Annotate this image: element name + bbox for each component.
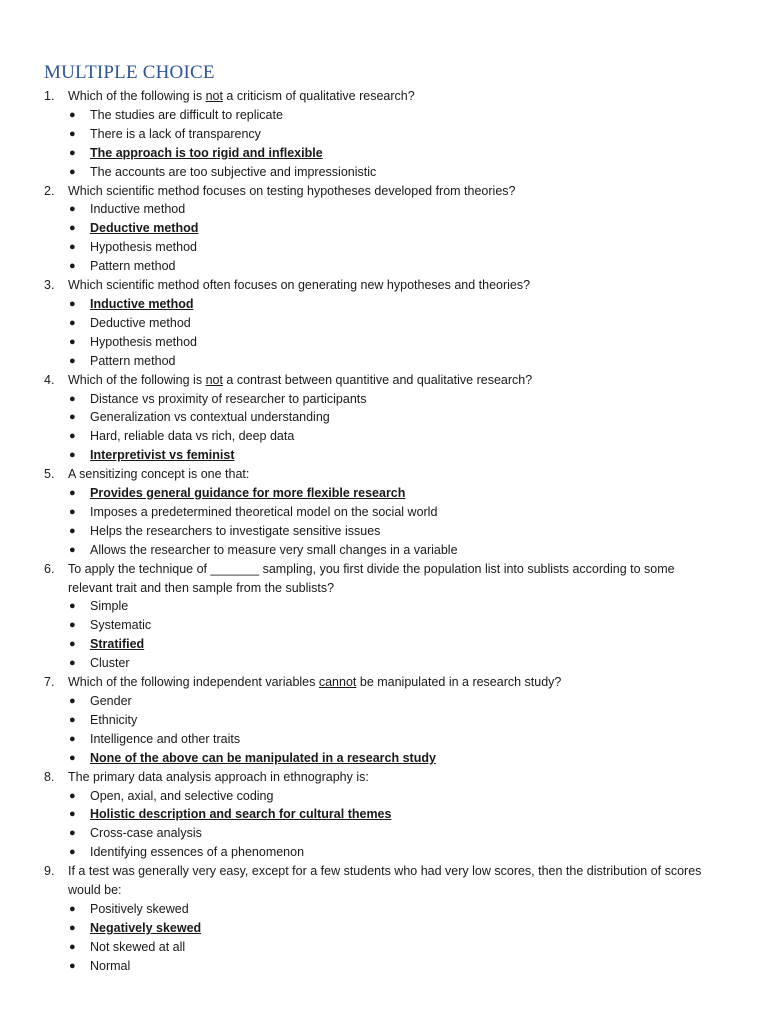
option-label: Inductive method (90, 202, 186, 217)
bullet-icon: ● (69, 657, 76, 670)
option-label: Helps the researchers to investigate sensitive issues (90, 523, 381, 538)
bullet-icon: ● (69, 638, 76, 651)
option-label: Identifying essences of a phenomenon (90, 845, 305, 860)
option-label: Ethnicity (90, 712, 138, 727)
question-4 (0, 371, 768, 466)
answer-option (0, 824, 768, 843)
question-text-segment: Which of the following is (68, 372, 206, 387)
bullet-icon: ● (69, 146, 76, 159)
answer-option (0, 843, 768, 862)
bullet-icon: ● (69, 392, 76, 405)
option-label: Provides general guidance for more flexible research (90, 486, 406, 501)
question-text-segment: Which of the following is (68, 89, 206, 103)
option-label: Intelligence and other traits (90, 731, 241, 746)
answer-option-correct (0, 749, 768, 768)
answer-option (0, 314, 768, 333)
answer-option-correct (0, 446, 768, 465)
question-5 (0, 465, 768, 560)
bullet-icon: ● (69, 619, 76, 632)
option-label: Deductive method (90, 221, 199, 236)
question-text (0, 87, 768, 106)
question-number: 1. (44, 89, 55, 103)
question-text-segment: Which of the following independent variables (68, 675, 319, 690)
question-text-segment: Which scientific method focuses on testing hypotheses developed from theories? (68, 183, 516, 198)
option-label: The studies are difficult to replicate (90, 107, 283, 122)
bullet-icon: ● (69, 505, 76, 518)
answer-option (0, 787, 768, 806)
question-text (0, 862, 768, 900)
option-label: Pattern method (90, 353, 176, 368)
bullet-icon: ● (69, 108, 76, 121)
bullet-icon: ● (69, 751, 76, 764)
answer-option-correct (0, 805, 768, 824)
option-label: Normal (90, 958, 131, 973)
option-label: Imposes a predetermined theoretical model on the social world (90, 504, 438, 519)
option-label: None of the above can be manipulated in a research study (90, 750, 436, 765)
bullet-icon: ● (69, 713, 76, 726)
bullet-icon: ● (69, 316, 76, 329)
option-label: Stratified (90, 637, 145, 652)
question-text (0, 768, 768, 787)
bullet-icon: ● (69, 789, 76, 802)
question-number: 2. (44, 183, 55, 198)
option-label: Generalization vs contextual understanding (90, 410, 330, 425)
answer-option (0, 352, 768, 371)
option-label: Inductive method (90, 296, 194, 311)
answer-option (0, 692, 768, 711)
bullet-icon: ● (69, 222, 76, 235)
question-2 (0, 182, 768, 277)
bullet-icon: ● (69, 297, 76, 310)
question-number: 3. (44, 278, 55, 293)
bullet-icon: ● (69, 524, 76, 537)
answer-option (0, 333, 768, 352)
bullet-icon: ● (69, 203, 76, 216)
option-label: The approach is too rigid and inflexible (90, 145, 323, 160)
answer-option (0, 541, 768, 560)
option-label: Pattern method (90, 259, 176, 274)
bullet-icon: ● (69, 241, 76, 254)
question-text (0, 560, 768, 598)
question-3 (0, 276, 768, 371)
question-list (0, 87, 768, 976)
answer-option-correct (0, 484, 768, 503)
option-label: There is a lack of transparency (90, 126, 261, 141)
option-label: Systematic (90, 618, 152, 633)
question-text-segment: A sensitizing concept is one that: (68, 467, 250, 482)
option-label: Open, axial, and selective coding (90, 788, 274, 803)
bullet-icon: ● (69, 449, 76, 462)
answer-option (0, 597, 768, 616)
option-label: Hypothesis method (90, 240, 198, 255)
question-6 (0, 560, 768, 673)
answer-option-correct (0, 295, 768, 314)
question-text-segment: To apply the technique of _______ sampling, you first divide the population list into sublists according to some relevant trait and then sample from the sublists? (68, 561, 675, 595)
question-number: 9. (44, 864, 55, 879)
answer-option-correct (0, 144, 768, 163)
answer-option (0, 616, 768, 635)
question-text (0, 276, 768, 295)
question-1 (0, 87, 768, 182)
question-text-segment: a contrast between quantitive and qualitative research? (222, 372, 533, 387)
answer-option (0, 711, 768, 730)
answer-option (0, 654, 768, 673)
option-label: Hypothesis method (90, 334, 198, 349)
answer-option (0, 900, 768, 919)
answer-option (0, 390, 768, 409)
answer-option (0, 730, 768, 749)
question-text (0, 673, 768, 692)
option-label: Negatively skewed (90, 920, 202, 935)
bullet-icon: ● (69, 411, 76, 424)
question-text-segment: a criticism of qualitative research? (222, 89, 415, 103)
bullet-icon: ● (69, 430, 76, 443)
answer-option (0, 125, 768, 144)
bullet-icon: ● (69, 808, 76, 821)
option-label: Cluster (90, 656, 130, 671)
answer-option (0, 200, 768, 219)
answer-option (0, 938, 768, 957)
answer-option (0, 427, 768, 446)
question-text-segment: The primary data analysis approach in ethnography is: (68, 769, 369, 784)
option-label: Holistic description and search for cultural themes (90, 807, 392, 822)
question-8 (0, 768, 768, 863)
answer-option-correct (0, 219, 768, 238)
answer-option-correct (0, 635, 768, 654)
bullet-icon: ● (69, 127, 76, 140)
question-number: 4. (44, 372, 55, 387)
bullet-icon: ● (69, 260, 76, 273)
answer-option (0, 522, 768, 541)
question-text (0, 371, 768, 390)
emphasis-text: not (205, 372, 223, 387)
bullet-icon: ● (69, 165, 76, 178)
question-text-segment: If a test was generally very easy, except for a few students who had very low scores, then the distribution of scores would be: (68, 864, 702, 898)
option-label: Gender (90, 694, 132, 708)
option-label: Distance vs proximity of researcher to participants (90, 391, 367, 406)
option-label: Not skewed at all (90, 939, 186, 954)
option-label: Cross-case analysis (90, 826, 202, 841)
question-text (0, 465, 768, 484)
bullet-icon: ● (69, 732, 76, 745)
page-title: MULTIPLE CHOICE (44, 62, 215, 83)
bullet-icon: ● (69, 940, 76, 953)
bullet-icon: ● (69, 827, 76, 840)
bullet-icon: ● (69, 695, 76, 707)
answer-option (0, 106, 768, 125)
question-9 (0, 862, 768, 975)
bullet-icon: ● (69, 354, 76, 367)
question-number: 5. (44, 467, 55, 482)
question-text-segment: Which scientific method often focuses on generating new hypotheses and theories? (68, 278, 531, 293)
option-label: Allows the researcher to measure very small changes in a variable (90, 542, 458, 557)
question-text (0, 182, 768, 201)
bullet-icon: ● (69, 846, 76, 859)
bullet-icon: ● (69, 921, 76, 934)
question-number: 7. (44, 675, 55, 690)
answer-option (0, 257, 768, 276)
bullet-icon: ● (69, 543, 76, 556)
question-number: 6. (44, 561, 55, 576)
option-label: Hard, reliable data vs rich, deep data (90, 429, 295, 444)
question-7 (0, 673, 768, 768)
answer-option (0, 163, 768, 182)
option-label: Deductive method (90, 315, 191, 330)
bullet-icon: ● (69, 902, 76, 915)
answer-option (0, 503, 768, 522)
bullet-icon: ● (69, 335, 76, 348)
answer-option (0, 957, 768, 976)
option-label: Simple (90, 599, 129, 614)
option-label: The accounts are too subjective and impressionistic (90, 164, 377, 179)
question-number: 8. (44, 769, 55, 784)
emphasis-text: not (205, 89, 223, 103)
answer-option (0, 408, 768, 427)
answer-option (0, 238, 768, 257)
bullet-icon: ● (69, 487, 76, 500)
question-text-segment: be manipulated in a research study? (356, 675, 562, 690)
answer-option-correct (0, 919, 768, 938)
emphasis-text: cannot (318, 675, 357, 690)
option-label: Interpretivist vs feminist (90, 448, 235, 463)
bullet-icon: ● (69, 959, 76, 972)
option-label: Positively skewed (90, 901, 189, 916)
bullet-icon: ● (69, 600, 76, 613)
